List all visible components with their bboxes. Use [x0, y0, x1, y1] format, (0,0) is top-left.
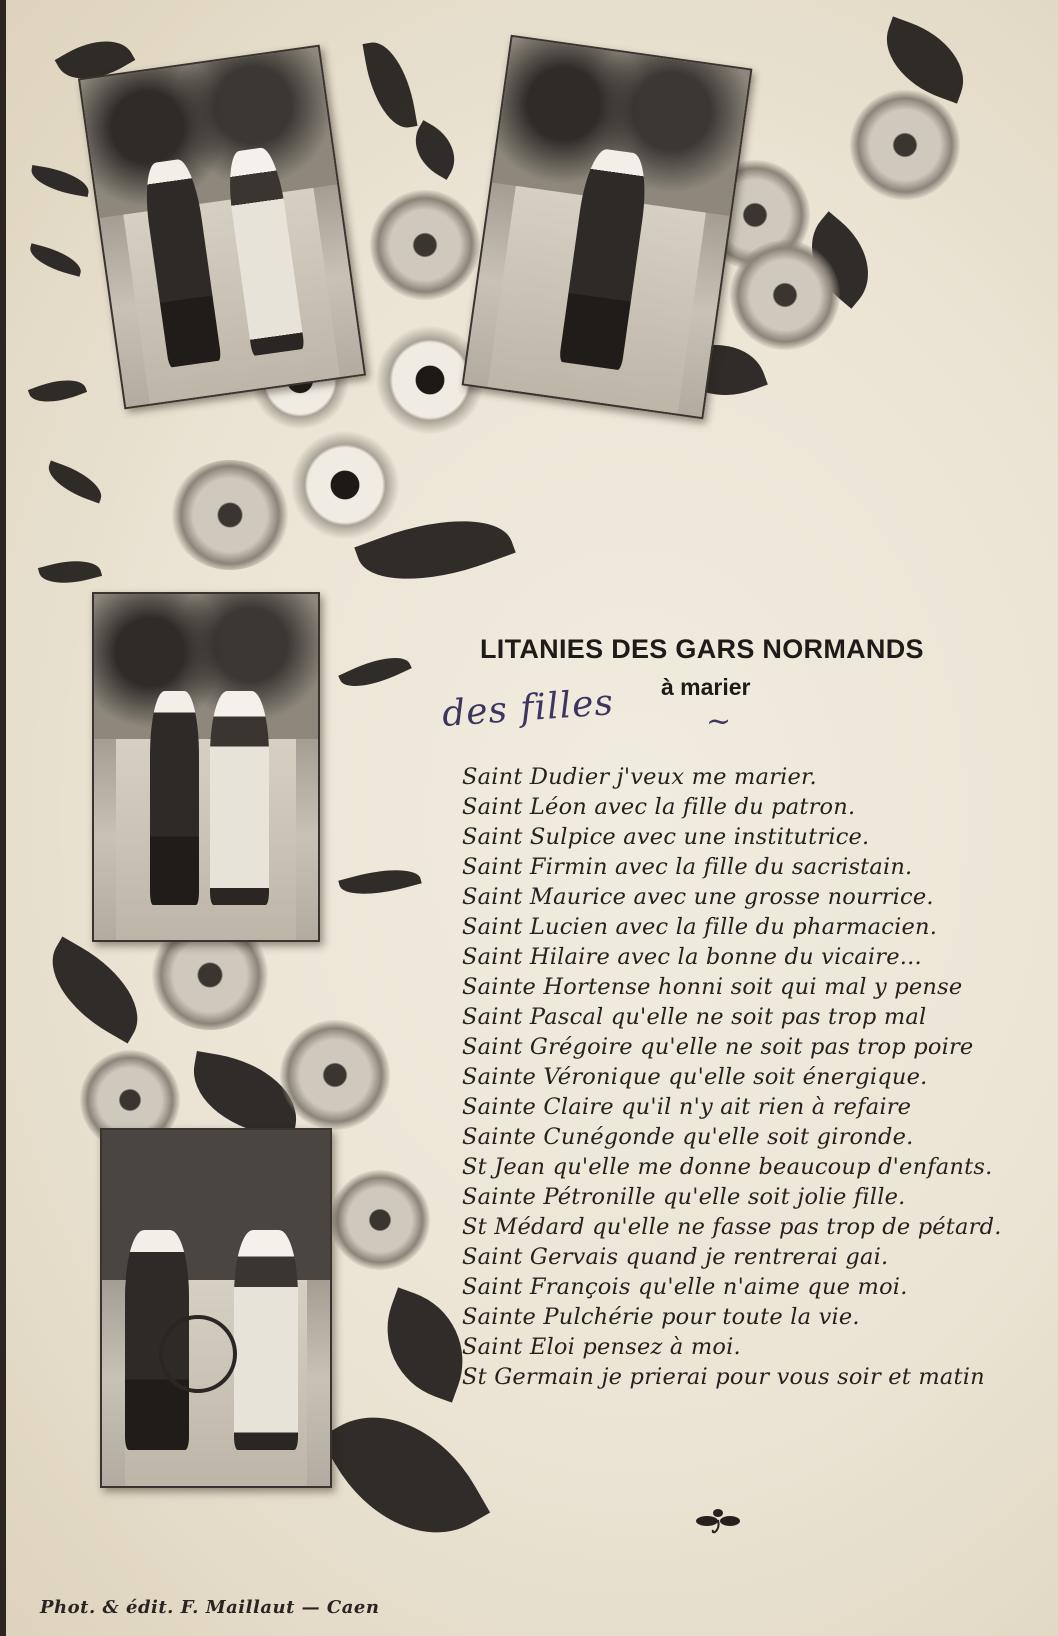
litany-line: Saint François qu'elle n'aime que moi.	[462, 1274, 908, 1300]
leaf-decoration	[320, 1383, 490, 1568]
litany-line: Saint Sulpice avec une institutrice.	[462, 824, 870, 850]
leaf-decoration	[338, 646, 412, 697]
page-title: LITANIES DES GARS NORMANDS	[480, 634, 924, 664]
leaf-decoration	[43, 460, 108, 503]
card-edge	[0, 0, 6, 1636]
leaf-decoration	[872, 16, 977, 103]
photo-spinning-wheel	[100, 1128, 332, 1488]
leaf-decoration	[403, 120, 466, 180]
litany-line: Saint Firmin avec la fille du sacristain.	[462, 854, 913, 880]
litany-line: Saint Maurice avec une grosse nourrice.	[462, 884, 934, 910]
litany-line: Saint Léon avec la fille du patron.	[462, 794, 856, 820]
handwritten-annotation: des filles	[440, 682, 616, 735]
pansy-icon	[330, 1170, 430, 1270]
litany-line: Saint Dudier j'veux me marier.	[462, 764, 817, 790]
leaf-decoration	[28, 371, 87, 410]
leaf-decoration	[338, 860, 421, 904]
photo-couple-walking	[78, 45, 366, 410]
leaf-decoration	[362, 37, 417, 133]
leaf-decoration	[32, 937, 157, 1044]
leaf-decoration	[26, 243, 84, 277]
litany-line: Sainte Véronique qu'elle soit énergique.	[462, 1064, 928, 1090]
litany-line: Saint Gervais quand je rentrerai gai.	[462, 1244, 889, 1270]
litany-line: Sainte Cunégonde qu'elle soit gironde.	[462, 1124, 914, 1150]
leaf-decoration	[38, 553, 102, 592]
daisy-icon	[290, 430, 400, 540]
handwritten-mark: ~	[706, 704, 732, 739]
pansy-icon	[280, 1020, 390, 1130]
photo-man-with-basket	[462, 35, 753, 420]
litany-line: Sainte Hortense honni soit qui mal y pense	[462, 974, 963, 1000]
fleuron-icon	[694, 1506, 744, 1536]
footer-credit: Phot. & édit. F. Maillaut — Caen	[40, 1597, 380, 1618]
woman-figure	[210, 691, 268, 906]
rose-icon	[370, 190, 480, 300]
litany-line: Sainte Pulchérie pour toute la vie.	[462, 1304, 860, 1330]
litany-line: Saint Hilaire avec la bonne du vicaire...	[462, 944, 922, 970]
litany-line: St Germain je prierai pour vous soir et matin	[462, 1364, 985, 1390]
rose-icon	[850, 90, 960, 200]
litany-line: Saint Eloi pensez à moi.	[462, 1334, 741, 1360]
page-subtitle: à marier	[661, 674, 751, 700]
litany-line: Saint Lucien avec la fille du pharmacien.	[462, 914, 938, 940]
man-figure	[150, 691, 199, 906]
litany-line: Sainte Claire qu'il n'y ait rien à refaire	[462, 1094, 912, 1120]
litany-line: Sainte Pétronille qu'elle soit jolie fille.	[462, 1184, 906, 1210]
rose-icon	[730, 240, 840, 350]
litany-line: St Médard qu'elle ne fasse pas trop de pétard.	[462, 1214, 1002, 1240]
spinning-wheel-icon	[159, 1315, 237, 1393]
litany-line: Saint Grégoire qu'elle ne soit pas trop poire	[462, 1034, 974, 1060]
woman-figure	[234, 1230, 298, 1451]
leaf-decoration	[29, 165, 92, 197]
litany-line: Saint Pascal qu'elle ne soit pas trop mal	[462, 1004, 927, 1030]
photo-couple-arm-in-arm	[92, 592, 320, 942]
litany-line: St Jean qu'elle me donne beaucoup d'enfants.	[462, 1154, 993, 1180]
rose-icon	[170, 460, 290, 570]
litany-list	[462, 762, 1002, 1392]
